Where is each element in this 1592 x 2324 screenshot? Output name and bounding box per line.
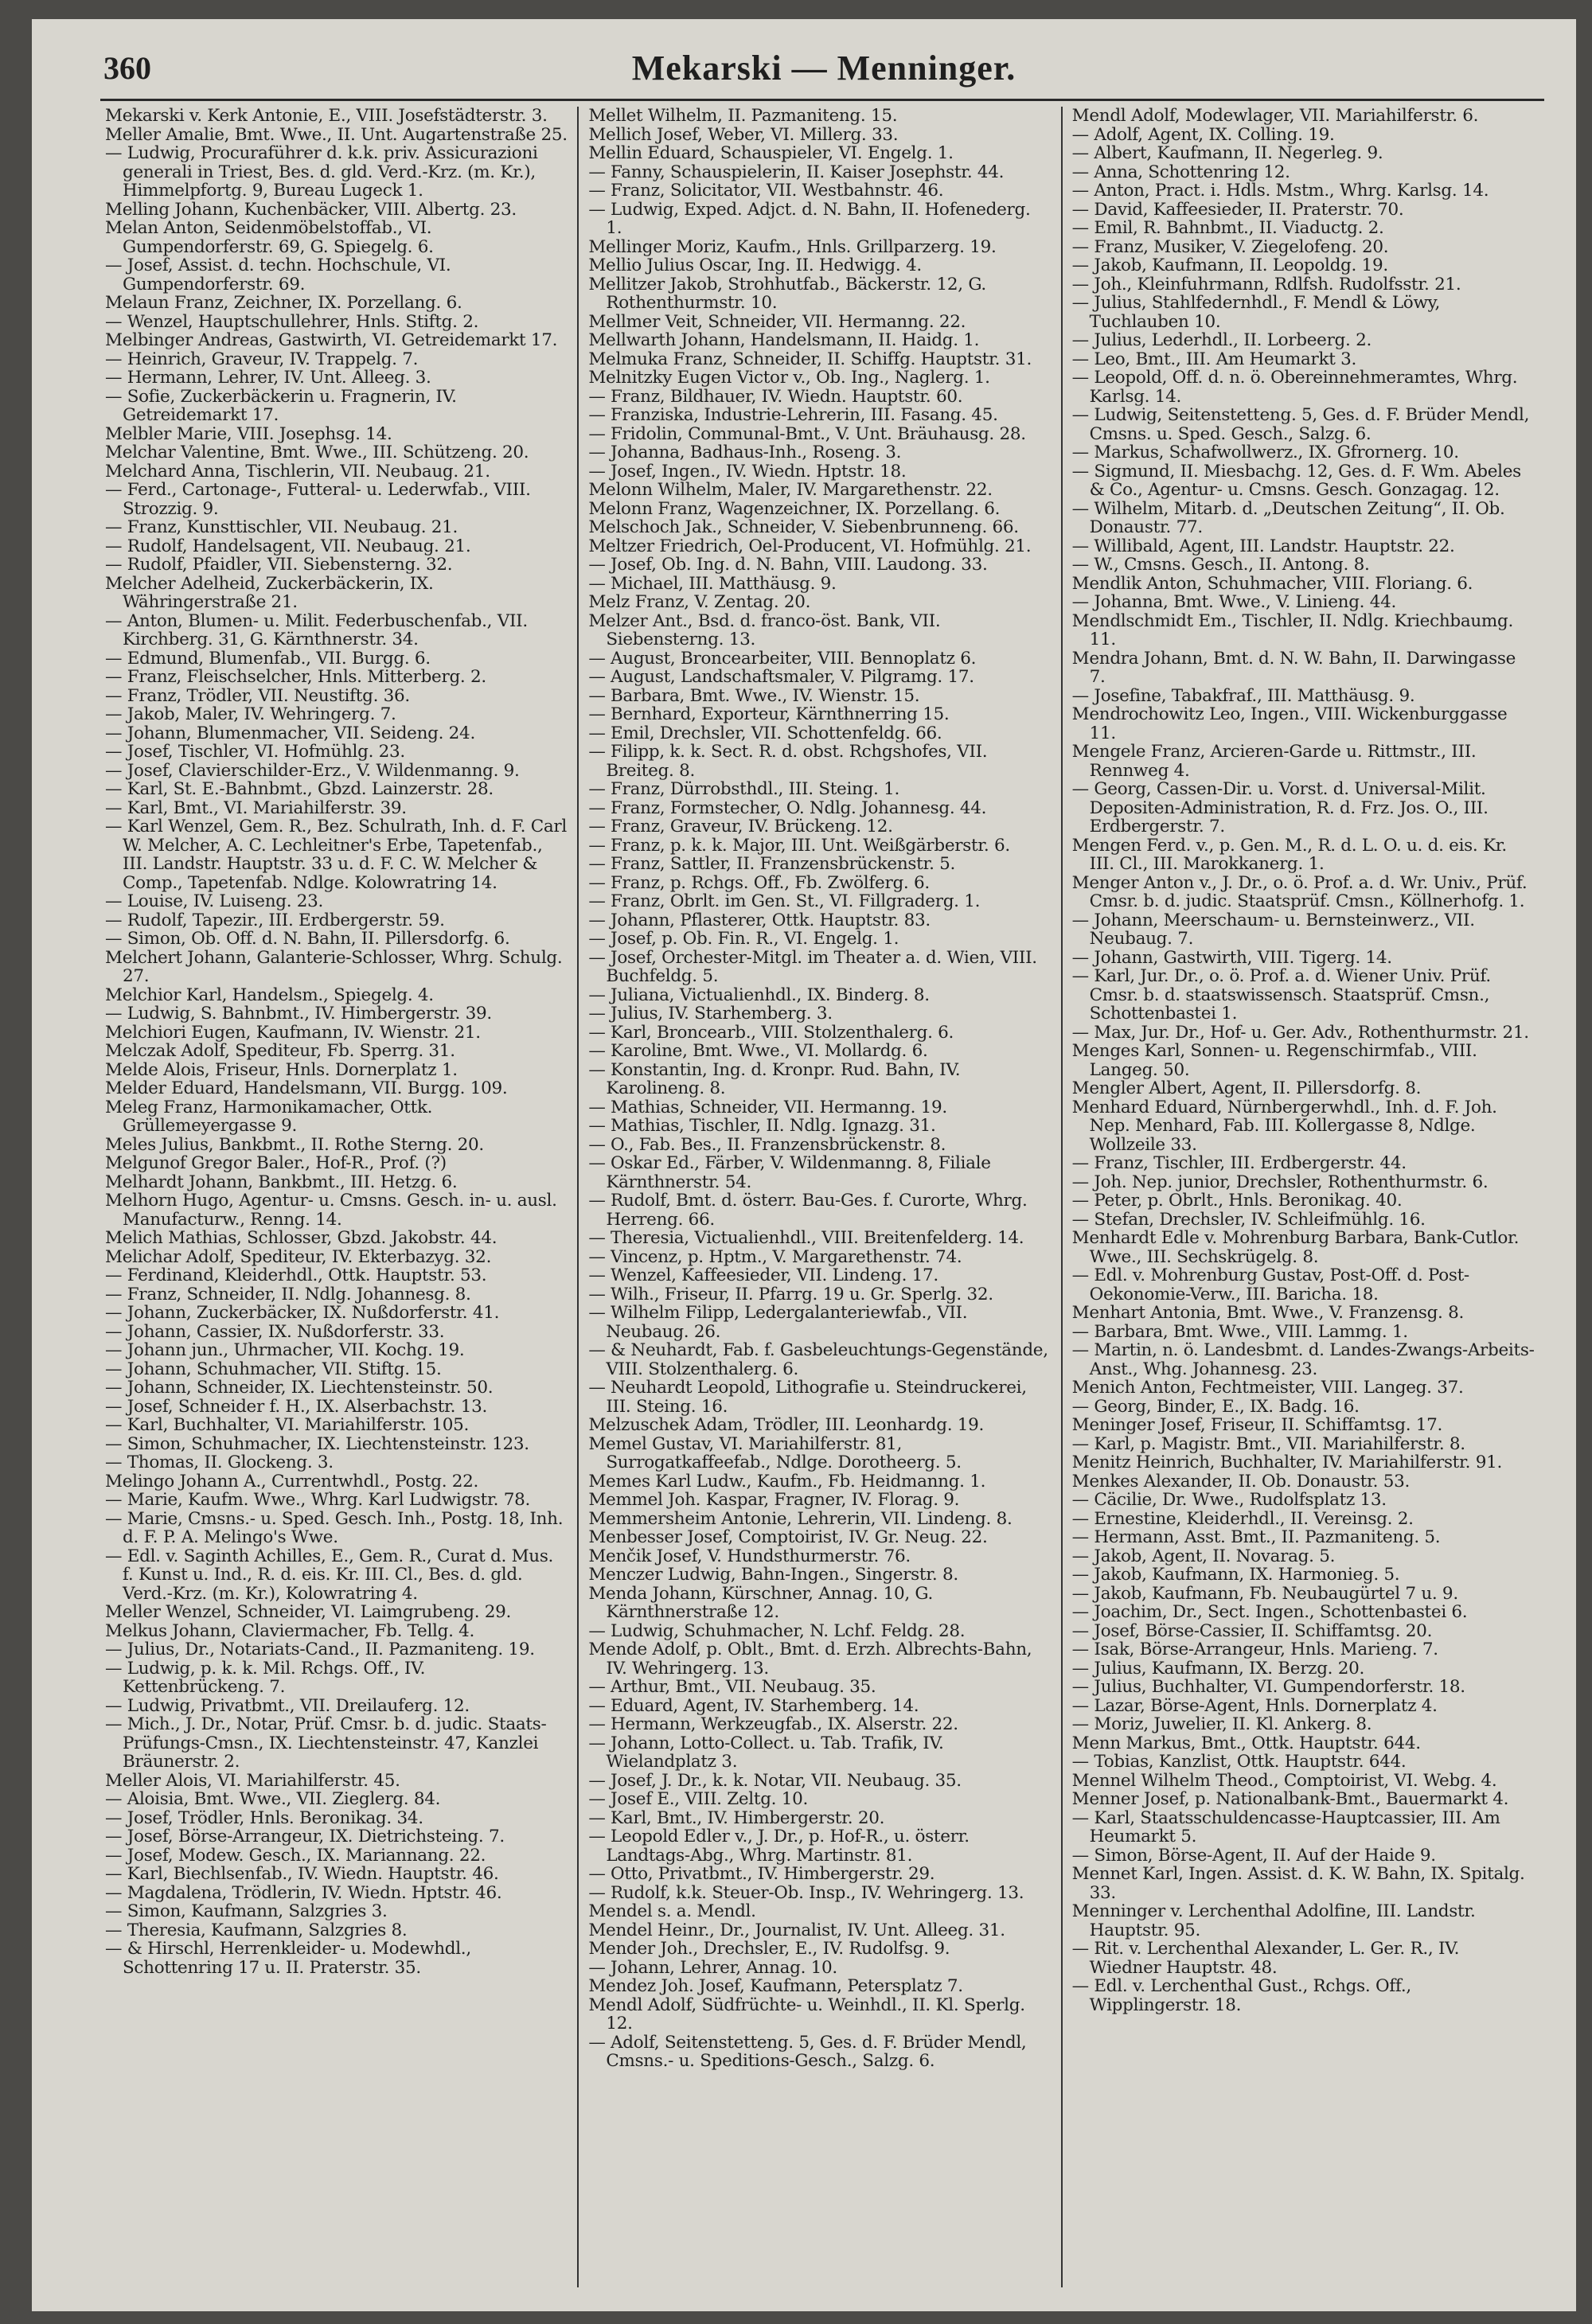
directory-entry: — Leopold, Off. d. n. ö. Obereinnehmeramtes, Whrg. Karlsg. 14. — [1071, 368, 1518, 407]
directory-entry: Meleg Franz, Harmonikamacher, Ottk. Grüllemeyergasse 9. — [105, 1097, 433, 1136]
directory-entry: — Jakob, Kaufmann, II. Leopoldg. 19. — [1071, 255, 1388, 275]
directory-entry: Mengler Albert, Agent, II. Pillersdorfg. 8. — [1071, 1078, 1422, 1098]
directory-entry: — Franz, Dürrobsthdl., III. Steing. 1. — [588, 779, 900, 799]
directory-entry: — Ludwig, Procuraführer d. k.k. priv. Assicurazioni generali in Triest, Bes. d. gld. Verd.-Krz. (m. Kr.), Himmelpfortg. 9, Bureau Lugeck 1. — [105, 143, 538, 201]
directory-entry: Mendl Adolf, Südfrüchte- u. Weinhdl., II. Kl. Sperlg. 12. — [588, 1995, 1025, 2034]
directory-entry: — Johann, Cassier, IX. Nußdorferstr. 33. — [105, 1321, 445, 1342]
directory-entry: — Leo, Bmt., III. Am Heumarkt 3. — [1071, 349, 1357, 369]
directory-entry: Melschoch Jak., Schneider, V. Siebenbrunneng. 66. — [588, 517, 1019, 537]
directory-entry: — Ludwig, Schuhmacher, N. Lchf. Feldg. 28. — [588, 1620, 966, 1641]
directory-entry: Mende Adolf, p. Oblt., Bmt. d. Erzh. Albrechts-Bahn, IV. Wehringerg. 13. — [588, 1640, 1032, 1679]
directory-entry: Menhard Eduard, Nürnbergerwhdl., Inh. d. F. Joh. Nep. Menhard, Fab. III. Kollergasse 8, Ndlge. Wollzeile 33. — [1071, 1097, 1497, 1155]
directory-entry: — Karl, Jur. Dr., o. ö. Prof. a. d. Wiener Univ. Prüf. Cmsr. b. d. staatswissensch. Staatsprüf. Cmsn., Schottenbastei 1. — [1071, 966, 1491, 1024]
directory-entry: Melan Anton, Seidenmöbelstoffab., VI. Gumpendorferstr. 69, G. Spiegelg. 6. — [105, 218, 434, 257]
directory-entry: — Simon, Schuhmacher, IX. Liechtensteinstr. 123. — [105, 1433, 529, 1454]
directory-entry: — Johann jun., Uhrmacher, VII. Kochg. 19. — [105, 1340, 465, 1360]
directory-entry: — Edl. v. Mohrenburg Gustav, Post-Off. d. Post-Oekonomie-Verw., III. Baricha. 18. — [1071, 1265, 1469, 1304]
directory-entry: — Edl. v. Lerchenthal Gust., Rchgs. Off., Wipplingerstr. 18. — [1071, 1976, 1411, 2015]
directory-entry: — Anna, Schottenring 12. — [1071, 162, 1290, 182]
directory-entry: — Wenzel, Kaffeesieder, VII. Lindeng. 17. — [588, 1265, 938, 1285]
directory-entry: — Wenzel, Hauptschullehrer, Hnls. Stiftg. 2. — [105, 311, 479, 332]
directory-entry: Melder Eduard, Handelsmann, VII. Burgg. 109. — [105, 1078, 508, 1098]
directory-entry: Melkus Johann, Claviermacher, Fb. Tellg. 4. — [105, 1620, 475, 1641]
directory-entry: — Simon, Kaufmann, Salzgries 3. — [105, 1901, 388, 1921]
directory-entry: — Magdalena, Trödlerin, IV. Wiedn. Hptstr. 46. — [105, 1882, 502, 1903]
directory-entry: — Louise, IV. Luiseng. 23. — [105, 891, 324, 911]
directory-entry: — Julius, IV. Starhemberg. 3. — [588, 1004, 833, 1024]
directory-entry: Melchert Johann, Galanterie-Schlosser, Whrg. Schulg. 27. — [105, 947, 563, 986]
directory-entry: Mellmer Veit, Schneider, VII. Hermanng. 22. — [588, 311, 966, 332]
directory-entry: — Sofie, Zuckerbäckerin u. Fragnerin, IV. Getreidemarkt 17. — [105, 386, 457, 425]
directory-entry: — Ludwig, p. k. k. Mil. Rchgs. Off., IV. Kettenbrückeng. 7. — [105, 1658, 426, 1697]
directory-entry: Mellin Eduard, Schauspieler, VI. Engelg. 1. — [588, 143, 954, 163]
directory-entry: Mellitzer Jakob, Strohhutfab., Bäckerstr. 12, G. Rothenthurmstr. 10. — [588, 274, 986, 313]
directory-entry: — Simon, Ob. Off. d. N. Bahn, II. Pillersdorfg. 6. — [105, 929, 510, 949]
directory-entry: Melzer Ant., Bsd. d. franco-öst. Bank, VII. Siebensterng. 13. — [588, 610, 941, 649]
directory-entry: — Joh., Kleinfuhrmann, Rdlfsh. Rudolfsstr. 21. — [1071, 274, 1461, 294]
directory-entry: — Peter, p. Obrlt., Hnls. Beronikag. 40. — [1071, 1191, 1403, 1211]
directory-entry: — Rudolf, Tapezir., III. Erdbergerstr. 59. — [105, 910, 445, 930]
directory-entry: — Martin, n. ö. Landesbmt. d. Landes-Zwangs-Arbeits-Anst., Whg. Johannesg. 23. — [1071, 1340, 1535, 1379]
directory-entry: — Edl. v. Saginth Achilles, E., Gem. R., Curat d. Mus. f. Kunst u. Ind., R. d. eis. Kr. III. Cl., Bes. d. gld. Verd.-Krz. (m. Kr.), Kolowratring 4. — [105, 1546, 554, 1604]
directory-entry: Menich Anton, Fechtmeister, VIII. Langeg. 37. — [1071, 1378, 1464, 1398]
directory-entry: — Joh. Nep. junior, Drechsler, Rothenthurmstr. 6. — [1071, 1172, 1489, 1192]
directory-entry: Mendlik Anton, Schuhmacher, VIII. Floriang. 6. — [1071, 573, 1473, 594]
directory-entry: — Ludwig, S. Bahnbmt., IV. Himbergerstr. 39. — [105, 1004, 492, 1024]
directory-entry: — Markus, Schafwollwerz., IX. Gfrornerg. 10. — [1071, 443, 1459, 462]
directory-entry: — Eduard, Agent, IV. Starhemberg. 14. — [588, 1695, 919, 1716]
directory-entry: Menitz Heinrich, Buchhalter, IV. Mariahilferstr. 91. — [1071, 1452, 1502, 1472]
directory-entry: — O., Fab. Bes., II. Franzensbrückenstr. 8. — [588, 1134, 946, 1155]
directory-entry: Mendra Johann, Bmt. d. N. W. Bahn, II. Darwingasse 7. — [1071, 648, 1516, 687]
directory-entry: — Wilhelm, Mitarb. d. „Deutschen Zeitung“, II. Ob. Donaustr. 77. — [1071, 498, 1505, 537]
directory-entry: Melbler Marie, VIII. Josephsg. 14. — [105, 423, 392, 444]
directory-entry: — Wilhelm Filipp, Ledergalanteriewfab., VII. Neubaug. 26. — [588, 1303, 968, 1342]
directory-entry: — Cäcilie, Dr. Wwe., Rudolfsplatz 13. — [1071, 1490, 1387, 1510]
directory-entry: — Johann, Blumenmacher, VII. Seideng. 24. — [105, 723, 475, 743]
directory-entry: — Georg, Binder, E., IX. Badg. 16. — [1071, 1396, 1360, 1417]
directory-entry: — Josef, J. Dr., k. k. Notar, VII. Neubaug. 35. — [588, 1770, 962, 1791]
directory-entry: Menczer Ludwig, Bahn-Ingen., Singerstr. 8. — [588, 1565, 958, 1585]
directory-entry: Mendl Adolf, Modewlager, VII. Mariahilferstr. 6. — [1071, 107, 1479, 126]
directory-entry: — Emil, Drechsler, VII. Schottenfeldg. 66. — [588, 723, 942, 743]
directory-entry: — Rudolf, Handelsagent, VII. Neubaug. 21. — [105, 536, 471, 556]
directory-entry: — Josef, Clavierschilder-Erz., V. Wildenmanng. 9. — [105, 760, 520, 781]
directory-entry: — Konstantin, Ing. d. Kronpr. Rud. Bahn, IV. Karolineng. 8. — [588, 1059, 961, 1098]
directory-entry: Melchar Valentine, Bmt. Wwe., III. Schützeng. 20. — [105, 443, 529, 462]
directory-entry: — Josef, Modew. Gesch., IX. Mariannang. 22. — [105, 1845, 486, 1866]
directory-entry: Melchiori Eugen, Kaufmann, IV. Wienstr. 21. — [105, 1022, 481, 1043]
directory-entry: Melzuschek Adam, Trödler, III. Leonhardg. 19. — [588, 1415, 985, 1435]
directory-entry: — Jakob, Kaufmann, Fb. Neubaugürtel 7 u. 9. — [1071, 1583, 1458, 1604]
directory-entry: — Barbara, Bmt. Wwe., IV. Wienstr. 15. — [588, 685, 920, 706]
directory-entry: — Josefine, Tabakfraf., III. Matthäusg. 9. — [1071, 685, 1415, 706]
directory-entry: Melichar Adolf, Spediteur, IV. Ekterbazyg. 32. — [105, 1246, 492, 1267]
directory-entry: — Rudolf, Bmt. d. österr. Bau-Ges. f. Curorte, Whrg. Herreng. 66. — [588, 1191, 1028, 1230]
directory-entry: — Mathias, Tischler, II. Ndlg. Ignazg. 31. — [588, 1116, 936, 1136]
directory-entry: — Marie, Cmsns.- u. Sped. Gesch. Inh., Postg. 18, Inh. d. F. P. A. Melingo's Wwe. — [105, 1508, 564, 1547]
directory-entry: — Theresia, Victualienhdl., VIII. Breitenfelderg. 14. — [588, 1228, 1024, 1248]
directory-entry: — Ernestine, Kleiderhdl., II. Vereinsg. 2. — [1071, 1508, 1414, 1529]
directory-entry: Mennel Wilhelm Theod., Comptoirist, VI. Webg. 4. — [1071, 1770, 1497, 1791]
directory-entry: Mengele Franz, Arcieren-Garde u. Rittmstr., III. Rennweg 4. — [1071, 742, 1477, 781]
directory-entry: Memmersheim Antonie, Lehrerin, VII. Lindeng. 8. — [588, 1508, 1013, 1529]
directory-entry: Meles Julius, Bankbmt., II. Rothe Sterng. 20. — [105, 1134, 484, 1155]
directory-entry: Meninger Josef, Friseur, II. Schiffamtsg. 17. — [1071, 1415, 1443, 1435]
directory-entry: — Theresia, Kaufmann, Salzgries 8. — [105, 1920, 408, 1940]
directory-entry: — Moriz, Juwelier, II. Kl. Ankerg. 8. — [1071, 1714, 1372, 1734]
column-2 — [577, 107, 1060, 2287]
column-1 — [96, 107, 577, 2287]
directory-entry: Menner Josef, p. Nationalbank-Bmt., Bauermarkt 4. — [1071, 1789, 1509, 1809]
directory-entry: — Lazar, Börse-Agent, Hnls. Dornerplatz 4. — [1071, 1695, 1438, 1716]
directory-entry: — Johann, Meerschaum- u. Bernsteinwerz., VII. Neubaug. 7. — [1071, 910, 1475, 949]
directory-entry: Menbesser Josef, Comptoirist, IV. Gr. Neug. 22. — [588, 1527, 988, 1547]
directory-entry: — Leopold Edler v., J. Dr., p. Hof-R., u. österr. Landtags-Abg., Whrg. Martinstr. 81. — [588, 1827, 970, 1866]
directory-entry: — Max, Jur. Dr., Hof- u. Ger. Adv., Rothenthurmstr. 21. — [1071, 1022, 1529, 1043]
directory-entry: — Rit. v. Lerchenthal Alexander, L. Ger. R., IV. Wiedner Hauptstr. 48. — [1071, 1939, 1460, 1978]
directory-entry: Memel Gustav, VI. Mariahilferstr. 81, Surrogatkaffeefab., Ndlge. Dorotheerg. 5. — [588, 1433, 962, 1472]
directory-entry: Melgunof Gregor Baler., Hof-R., Prof. (?) — [105, 1153, 447, 1173]
directory-entry: Melchior Karl, Handelsm., Spiegelg. 4. — [105, 985, 434, 1005]
directory-entry: — Sigmund, II. Miesbachg. 12, Ges. d. F. Wm. Abeles & Co., Agentur- u. Cmsns. Gesch. Gonzagag. 12. — [1071, 461, 1521, 500]
directory-entry: — Georg, Cassen-Dir. u. Vorst. d. Universal-Milit. Depositen-Administration, R. d. Frz. Jos. O., III. Erdbergerstr. 7. — [1071, 779, 1489, 836]
directory-entry: — Willibald, Agent, III. Landstr. Hauptstr. 22. — [1071, 536, 1455, 556]
directory-entry: Mendel s. a. Mendl. — [588, 1901, 756, 1921]
directory-entry: — Ludwig, Exped. Adjct. d. N. Bahn, II. Hofenederg. 1. — [588, 199, 1031, 238]
directory-entry: — Julius, Kaufmann, IX. Berzg. 20. — [1071, 1658, 1365, 1679]
directory-entry: — Thomas, II. Glockeng. 3. — [105, 1452, 334, 1472]
directory-entry: — Karl, Buchhalter, VI. Mariahilferstr. 105. — [105, 1415, 470, 1435]
directory-entry: — Karl, St. E.-Bahnbmt., Gbzd. Lainzerstr. 28. — [105, 779, 494, 799]
directory-entry: — Johann, Gastwirth, VIII. Tigerg. 14. — [1071, 947, 1392, 968]
directory-entry: — Rudolf, Pfaidler, VII. Siebensterng. 32. — [105, 555, 453, 575]
directory-entry: — Wilh., Friseur, II. Pfarrg. 19 u. Gr. Sperlg. 32. — [588, 1284, 993, 1304]
directory-entry: Menčik Josef, V. Hundsthurmerstr. 76. — [588, 1546, 911, 1566]
directory-entry: — Julius, Lederhdl., II. Lorbeerg. 2. — [1071, 330, 1372, 350]
directory-entry: Menger Anton v., J. Dr., o. ö. Prof. a. d. Wr. Univ., Prüf. Cmsr. b. d. judic. Staatsprüf. Cmsn., Köllnerhofg. 1. — [1071, 872, 1528, 911]
directory-entry: — Josef, Börse-Arrangeur, IX. Dietrichsteing. 7. — [105, 1827, 505, 1846]
directory-entry: Mellet Wilhelm, II. Pazmaniteng. 15. — [588, 107, 898, 126]
directory-entry: — Johanna, Bmt. Wwe., V. Linieng. 44. — [1071, 592, 1397, 612]
directory-entry: — Josef, Schneider f. H., IX. Alserbachstr. 13. — [105, 1396, 488, 1417]
directory-entry: — & Neuhardt, Fab. f. Gasbeleuchtungs-Gegenstände, VIII. Stolzenthalerg. 6. — [588, 1340, 1048, 1379]
directory-entry: Melaun Franz, Zeichner, IX. Porzellang. 6. — [105, 293, 462, 313]
directory-entry: Melczak Adolf, Spediteur, Fb. Sperrg. 31. — [105, 1041, 455, 1061]
directory-entry: — Jakob, Kaufmann, IX. Harmonieg. 5. — [1071, 1565, 1400, 1585]
directory-entry: — & Hirschl, Herrenkleider- u. Modewhdl., Schottenring 17 u. II. Praterstr. 35. — [105, 1939, 471, 1978]
directory-entry: Mendel Heinr., Dr., Journalist, IV. Unt. Alleeg. 31. — [588, 1920, 1005, 1940]
directory-entry: — Karl Wenzel, Gem. R., Bez. Schulrath, Inh. d. F. Carl W. Melcher, A. C. Lechleitner's Erbe, Tapetenfab., III. Landstr. Hauptstr. 33 u. d. F. C. W. Melcher & Comp., Tapetenfab. Ndlge. Kolowratring 14. — [105, 817, 567, 893]
directory-entry: Melhardt Johann, Bankbmt., III. Hetzg. 6. — [105, 1172, 458, 1192]
directory-entry: Menninger v. Lerchenthal Adolfine, III. Landstr. Hauptstr. 95. — [1071, 1901, 1476, 1940]
directory-entry: — Franz, Tischler, III. Erdbergerstr. 44. — [1071, 1153, 1407, 1173]
directory-entry: — Juliana, Victualienhdl., IX. Binderg. 8. — [588, 985, 930, 1005]
directory-entry: Meller Amalie, Bmt. Wwe., II. Unt. Augartenstraße 25. — [105, 124, 568, 145]
directory-entry: — Johann, Zuckerbäcker, IX. Nußdorferstr. 41. — [105, 1303, 500, 1323]
directory-entry: — Josef, Orchester-Mitgl. im Theater a. d. Wien, VIII. Buchfeldg. 5. — [588, 947, 1037, 986]
directory-entry: — Neuhardt Leopold, Lithografie u. Steindruckerei, III. Steing. 16. — [588, 1378, 1027, 1417]
directory-entry: Mellinger Moriz, Kaufm., Hnls. Grillparzerg. 19. — [588, 236, 997, 257]
directory-entry: — Barbara, Bmt. Wwe., VIII. Lammg. 1. — [1071, 1321, 1408, 1342]
directory-entry: — Franz, Schneider, II. Ndlg. Johannesg. 8. — [105, 1284, 471, 1304]
header-rule — [100, 99, 1544, 101]
directory-entry: — Franz, Kunsttischler, VII. Neubaug. 21. — [105, 517, 458, 537]
directory-entry: Mendrochowitz Leo, Ingen., VIII. Wickenburggasse 11. — [1071, 704, 1508, 743]
directory-entry: — Franz, Formstecher, O. Ndlg. Johannesg. 44. — [588, 797, 987, 818]
directory-entry: Melde Alois, Friseur, Hnls. Dornerplatz 1. — [105, 1059, 458, 1080]
directory-entry: Mengen Ferd. v., p. Gen. M., R. d. L. O. u. d. eis. Kr. III. Cl., III. Marokkanerg. 1. — [1071, 835, 1507, 874]
directory-entry: Memmel Joh. Kaspar, Fragner, IV. Florag. 9. — [588, 1490, 960, 1510]
directory-entry: Menn Markus, Bmt., Ottk. Hauptstr. 644. — [1071, 1733, 1421, 1753]
directory-entry: Menhart Antonia, Bmt. Wwe., V. Franzensg. 8. — [1071, 1303, 1465, 1323]
directory-entry: Meller Wenzel, Schneider, VI. Laimgrubeng. 29. — [105, 1602, 512, 1622]
directory-entry: — Johann, Lehrer, Annag. 10. — [588, 1957, 837, 1978]
directory-entry: — Johanna, Badhaus-Inh., Roseng. 3. — [588, 443, 902, 462]
directory-entry: — Franz, Bildhauer, IV. Wiedn. Hauptstr. 60. — [588, 386, 963, 407]
directory-entry: Menhardt Edle v. Mohrenburg Barbara, Bank-Cutlor. Wwe., III. Sechskrügelg. 8. — [1071, 1228, 1520, 1267]
directory-entry: — Josef, Assist. d. techn. Hochschule, VI. Gumpendorferstr. 69. — [105, 255, 451, 294]
directory-entry: — Vincenz, p. Hptm., V. Margarethenstr. 74. — [588, 1246, 962, 1267]
directory-entry: — Julius, Stahlfedernhdl., F. Mendl & Löwy, Tuchlauben 10. — [1071, 293, 1441, 332]
directory-entry: — Franz, p. k. k. Major, III. Unt. Weißgärberstr. 6. — [588, 835, 1010, 856]
directory-entry: Mendlschmidt Em., Tischler, II. Ndlg. Kriechbaumg. 11. — [1071, 610, 1513, 649]
column-3 — [1061, 107, 1544, 2287]
directory-entry: — Anton, Pract. i. Hdls. Mstm., Whrg. Karlsg. 14. — [1071, 181, 1489, 201]
directory-entry: — Isak, Börse-Arrangeur, Hnls. Marieng. 7. — [1071, 1640, 1438, 1659]
directory-entry: — Ferd., Cartonage-, Futteral- u. Lederwfab., VIII. Strozzig. 9. — [105, 480, 531, 519]
directory-entry: — Hermann, Lehrer, IV. Unt. Alleeg. 3. — [105, 368, 431, 388]
directory-entry: — Mich., J. Dr., Notar, Prüf. Cmsr. b. d. judic. Staats-Prüfungs-Cmsn., IX. Liechtensteinstr. 47, Kanzlei Bräunerstr. 2. — [105, 1714, 547, 1772]
directory-entry: — Arthur, Bmt., VII. Neubaug. 35. — [588, 1677, 876, 1697]
page-header — [103, 43, 1544, 91]
directory-entry: — Ludwig, Privatbmt., VII. Dreilauferg. 12. — [105, 1695, 470, 1716]
directory-entry: Mendez Joh. Josef, Kaufmann, Petersplatz 7. — [588, 1976, 963, 1996]
directory-entry: — Heinrich, Graveur, IV. Trappelg. 7. — [105, 349, 419, 369]
directory-entry: — Hermann, Werkzeugfab., IX. Alserstr. 22. — [588, 1714, 958, 1734]
page-number: 360 — [103, 50, 151, 86]
directory-entry: Melich Mathias, Schlosser, Gbzd. Jakobstr. 44. — [105, 1228, 498, 1248]
directory-entry: — Johann, Pflasterer, Ottk. Hauptstr. 83. — [588, 910, 931, 930]
directory-entry: Melnitzky Eugen Victor v., Ob. Ing., Naglerg. 1. — [588, 368, 990, 388]
directory-entry: — Josef, Tischler, VI. Hofmühlg. 23. — [105, 742, 405, 762]
directory-entry: Melling Johann, Kuchenbäcker, VIII. Albertg. 23. — [105, 199, 517, 220]
directory-entry: — Julius, Dr., Notariats-Cand., II. Pazmaniteng. 19. — [105, 1640, 535, 1659]
directory-entry: — Ferdinand, Kleiderhdl., Ottk. Hauptstr. 53. — [105, 1265, 487, 1285]
directory-entry: — Franz, Graveur, IV. Brückeng. 12. — [588, 817, 893, 836]
directory-entry: Meller Alois, VI. Mariahilferstr. 45. — [105, 1770, 400, 1791]
directory-entry: — Josef, Ob. Ing. d. N. Bahn, VIII. Laudong. 33. — [588, 555, 988, 575]
directory-entry: — Michael, III. Matthäusg. 9. — [588, 573, 837, 594]
directory-entry: — Franz, Trödler, VII. Neustiftg. 36. — [105, 685, 410, 706]
directory-entry: — Josef, p. Ob. Fin. R., VI. Engelg. 1. — [588, 929, 899, 949]
directory-entry: Mellwarth Johann, Handelsmann, II. Haidg. 1. — [588, 330, 980, 350]
directory-entry: — Karl, Staatsschuldencasse-Hauptcassier, III. Am Heumarkt 5. — [1071, 1807, 1500, 1846]
directory-entry: — Karl, Biechlsenfab., IV. Wiedn. Hauptstr. 46. — [105, 1864, 499, 1884]
directory-entry: Menges Karl, Sonnen- u. Regenschirmfab., VIII. Langeg. 50. — [1071, 1041, 1477, 1080]
directory-entry: — Franziska, Industrie-Lehrerin, III. Fasang. 45. — [588, 405, 998, 425]
directory-entry: — Josef, Ingen., IV. Wiedn. Hptstr. 18. — [588, 461, 907, 482]
directory-entry: Menda Johann, Kürschner, Annag. 10, G. Kärnthnerstraße 12. — [588, 1583, 934, 1622]
directory-entry: Mennet Karl, Ingen. Assist. d. K. W. Bahn, IX. Spitalg. 33. — [1071, 1864, 1525, 1903]
directory-entry: — Adolf, Seitenstetteng. 5, Ges. d. F. Brüder Mendl, Cmsns.- u. Speditions-Gesch., Salzg. 6. — [588, 2032, 1027, 2071]
directory-entry: — August, Broncearbeiter, VIII. Bennoplatz 6. — [588, 648, 977, 669]
directory-entry: — Edmund, Blumenfab., VII. Burgg. 6. — [105, 648, 431, 669]
directory-entry: Melmuka Franz, Schneider, II. Schiffg. Hauptstr. 31. — [588, 349, 1032, 369]
directory-entry: — Adolf, Agent, IX. Colling. 19. — [1071, 124, 1335, 145]
directory-entry: Mellich Josef, Weber, VI. Millerg. 33. — [588, 124, 899, 145]
directory-entry: — Josef, Trödler, Hnls. Beronikag. 34. — [105, 1807, 423, 1828]
directory-entry: — Mathias, Schneider, VII. Hermanng. 19. — [588, 1097, 947, 1117]
directory-entry: — Julius, Buchhalter, VI. Gumpendorferstr. 18. — [1071, 1677, 1465, 1697]
directory-entry: — Johann, Schneider, IX. Liechtensteinstr. 50. — [105, 1378, 494, 1398]
directory-entry: — Oskar Ed., Färber, V. Wildenmanng. 8, Filiale Kärnthnerstr. 54. — [588, 1153, 991, 1192]
directory-entry: — Franz, Fleischselcher, Hnls. Mitterberg. 2. — [105, 667, 486, 687]
directory-entry: — Fanny, Schauspielerin, II. Kaiser Josephstr. 44. — [588, 162, 1005, 182]
directory-entry: — Bernhard, Exporteur, Kärnthnerring 15. — [588, 704, 950, 724]
directory-entry: — Franz, p. Rchgs. Off., Fb. Zwölferg. 6. — [588, 872, 930, 893]
directory-entry: — Franz, Obrlt. im Gen. St., VI. Fillgraderg. 1. — [588, 891, 981, 911]
directory-entry: — Stefan, Drechsler, IV. Schleifmühlg. 16. — [1071, 1209, 1426, 1230]
directory-entry: — Otto, Privatbmt., IV. Himbergerstr. 29. — [588, 1864, 935, 1884]
directory-entry: Menkes Alexander, II. Ob. Donaustr. 53. — [1071, 1471, 1411, 1491]
directory-entry: — Ludwig, Seitenstetteng. 5, Ges. d. F. Brüder Mendl, Cmsns. u. Sped. Gesch., Salzg. 6. — [1071, 405, 1530, 444]
directory-entry: — Emil, R. Bahnbmt., II. Viaductg. 2. — [1071, 218, 1384, 238]
directory-entry: Melcher Adelheid, Zuckerbäckerin, IX. Währingerstraße 21. — [105, 573, 434, 612]
directory-entry: — David, Kaffeesieder, II. Praterstr. 70. — [1071, 199, 1404, 220]
directory-entry: — August, Landschaftsmaler, V. Pilgramg. 17. — [588, 667, 974, 687]
directory-entry: — Marie, Kaufm. Wwe., Whrg. Karl Ludwigstr. 78. — [105, 1490, 530, 1510]
directory-entry: — Joachim, Dr., Sect. Ingen., Schottenbastei 6. — [1071, 1602, 1468, 1622]
directory-entry: — Fridolin, Communal-Bmt., V. Unt. Bräuhausg. 28. — [588, 423, 1026, 444]
directory-entry: — Franz, Musiker, V. Ziegelofeng. 20. — [1071, 236, 1389, 257]
directory-entry: — Rudolf, k.k. Steuer-Ob. Insp., IV. Wehringerg. 13. — [588, 1882, 1024, 1903]
directory-entry: — Albert, Kaufmann, II. Negerleg. 9. — [1071, 143, 1383, 163]
directory-page — [32, 19, 1576, 2311]
directory-entry: — Jakob, Agent, II. Novarag. 5. — [1071, 1546, 1336, 1566]
directory-entry: Memes Karl Ludw., Kaufm., Fb. Heidmanng. 1. — [588, 1471, 986, 1491]
directory-entry: Melonn Wilhelm, Maler, IV. Margarethenstr. 22. — [588, 480, 993, 500]
directory-entry: Melingo Johann A., Currentwhdl., Postg. 22. — [105, 1471, 479, 1491]
directory-entry: — Franz, Sattler, II. Franzensbrückenstr. 5. — [588, 854, 956, 874]
directory-entry: Mellio Julius Oscar, Ing. II. Hedwigg. 4. — [588, 255, 922, 275]
directory-entry: — W., Cmsns. Gesch., II. Antong. 8. — [1071, 555, 1370, 575]
directory-entry: — Johann, Schuhmacher, VII. Stiftg. 15. — [105, 1359, 442, 1379]
directory-entry: — Karl, Bmt., IV. Himbergerstr. 20. — [588, 1807, 885, 1828]
directory-entry: — Karl, Broncearb., VIII. Stolzenthalerg. 6. — [588, 1022, 954, 1043]
directory-entry: — Aloisia, Bmt. Wwe., VII. Zieglerg. 84. — [105, 1789, 441, 1809]
directory-entry: — Franz, Solicitator, VII. Westbahnstr. 46. — [588, 181, 944, 201]
directory-entry: — Filipp, k. k. Sect. R. d. obst. Rchgshofes, VII. Breiteg. 8. — [588, 742, 988, 781]
directory-entry: — Hermann, Asst. Bmt., II. Pazmaniteng. 5. — [1071, 1527, 1441, 1547]
directory-entry: Melbinger Andreas, Gastwirth, VI. Getreidemarkt 17. — [105, 330, 558, 350]
directory-entry: Mender Joh., Drechsler, E., IV. Rudolfsg. 9. — [588, 1939, 950, 1959]
directory-entry: — Josef E., VIII. Zeltg. 10. — [588, 1789, 809, 1809]
directory-entry: — Josef, Börse-Cassier, II. Schiffamtsg. 20. — [1071, 1620, 1433, 1641]
directory-entry: — Simon, Börse-Agent, II. Auf der Haide 9. — [1071, 1845, 1436, 1866]
directory-entry: — Jakob, Maler, IV. Wehringerg. 7. — [105, 704, 396, 724]
directory-entry: Melhorn Hugo, Agentur- u. Cmsns. Gesch. in- u. ausl. Manufacturw., Renng. 14. — [105, 1191, 557, 1230]
directory-entry: Melchard Anna, Tischlerin, VII. Neubaug. 21. — [105, 461, 490, 482]
page-title: Mekarski — Menninger. — [631, 49, 1016, 88]
directory-entry: — Karl, p. Magistr. Bmt., VII. Mariahilferstr. 8. — [1071, 1433, 1465, 1454]
directory-entry: Melonn Franz, Wagenzeichner, IX. Porzellang. 6. — [588, 498, 1001, 519]
directory-entry: Melz Franz, V. Zentag. 20. — [588, 592, 811, 612]
directory-entry: — Anton, Blumen- u. Milit. Federbuschenfab., VII. Kirchberg. 31, G. Kärnthnerstr. 34. — [105, 610, 528, 649]
directory-entry: Mekarski v. Kerk Antonie, E., VIII. Josefstädterstr. 3. — [105, 107, 548, 126]
directory-columns — [96, 107, 1544, 2287]
directory-entry: — Johann, Lotto-Collect. u. Tab. Trafik, IV. Wielandplatz 3. — [588, 1733, 944, 1772]
directory-entry: — Karoline, Bmt. Wwe., VI. Mollardg. 6. — [588, 1041, 928, 1061]
directory-entry: Meltzer Friedrich, Oel-Producent, VI. Hofmühlg. 21. — [588, 536, 1032, 556]
directory-entry: — Tobias, Kanzlist, Ottk. Hauptstr. 644. — [1071, 1752, 1407, 1772]
directory-entry: — Karl, Bmt., VI. Mariahilferstr. 39. — [105, 797, 407, 818]
